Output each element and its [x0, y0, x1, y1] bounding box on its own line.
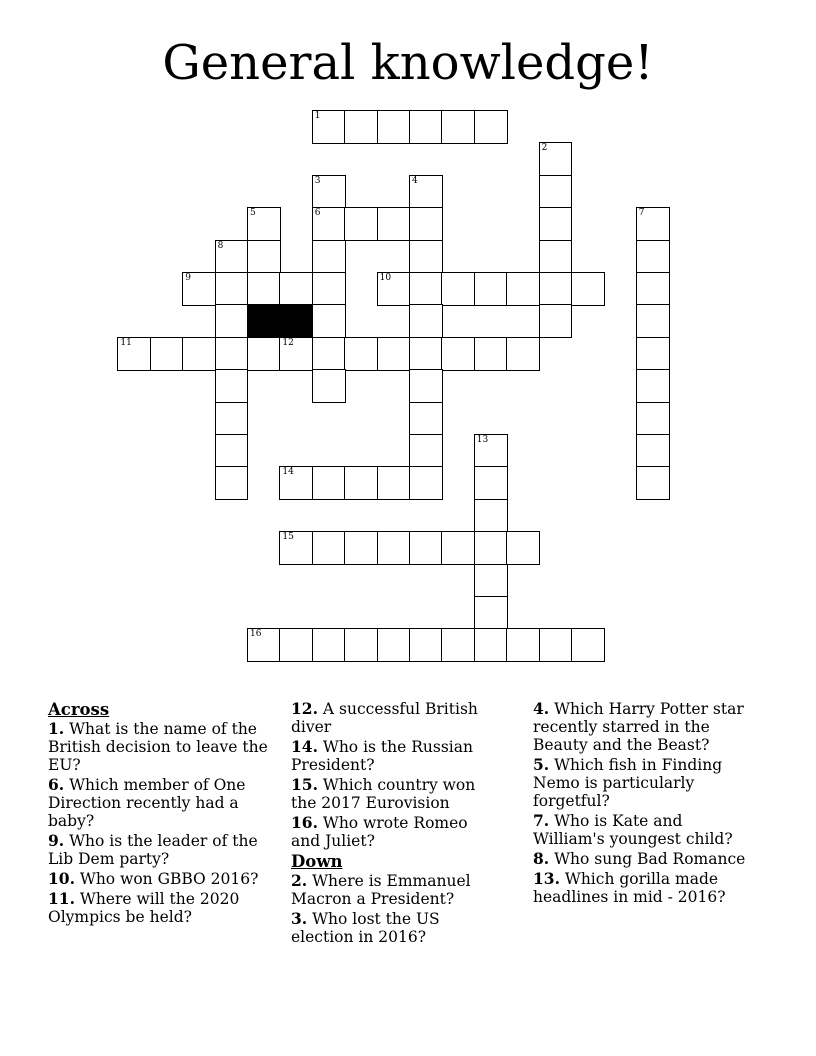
clue-item-number: 2. — [291, 871, 308, 890]
grid-cell[interactable] — [247, 337, 281, 371]
grid-cell[interactable] — [474, 531, 508, 565]
clue-item-number: 16. — [291, 813, 318, 832]
grid-cell[interactable] — [279, 337, 313, 371]
clue-item — [291, 814, 491, 850]
clue-item-number: 5. — [533, 755, 550, 774]
grid-cell[interactable] — [247, 628, 281, 662]
clue-number: 4 — [412, 175, 418, 186]
grid-cell[interactable] — [279, 466, 313, 500]
clue-item-text: Which gorilla made headlines in mid - 2016? — [533, 870, 726, 906]
clue-item-number: 15. — [291, 775, 318, 794]
grid-cell[interactable] — [506, 531, 540, 565]
grid-cell[interactable] — [377, 628, 411, 662]
clue-item-text: Who won GBBO 2016? — [74, 870, 259, 888]
clue-number: 9 — [185, 273, 191, 283]
grid-cell[interactable] — [312, 175, 346, 209]
clue-number: 5 — [250, 208, 256, 219]
clue-number: 7 — [638, 208, 645, 219]
grid-cell[interactable] — [215, 466, 249, 500]
grid-cell[interactable] — [539, 240, 573, 274]
grid-cell[interactable] — [506, 272, 540, 306]
grid-cell[interactable] — [312, 110, 346, 144]
grid-cell[interactable] — [636, 466, 670, 500]
grid-cell[interactable] — [344, 466, 378, 500]
clue-item — [291, 738, 491, 774]
grid-cell[interactable] — [539, 304, 573, 338]
grid-cell[interactable] — [441, 531, 475, 565]
clue-item — [48, 832, 284, 868]
clue-item-number: 6. — [48, 775, 65, 794]
grid-cell[interactable] — [117, 337, 151, 371]
grid-cell[interactable] — [312, 304, 346, 338]
clue-item — [291, 872, 491, 908]
grid-cell[interactable] — [474, 110, 508, 144]
clue-item-number: 13. — [533, 869, 560, 888]
grid-cell[interactable] — [409, 240, 443, 274]
grid-cell[interactable] — [312, 628, 346, 662]
grid-cell[interactable] — [312, 272, 346, 306]
grid-cell[interactable] — [377, 207, 411, 241]
grid-cell[interactable] — [344, 337, 378, 371]
grid-cell[interactable] — [279, 531, 313, 565]
clue-item — [48, 720, 284, 774]
grid-cell[interactable] — [636, 272, 670, 306]
clue-item-number: 12. — [291, 699, 318, 718]
black-square — [247, 304, 281, 338]
grid-cell[interactable] — [539, 175, 573, 209]
clue-item — [291, 700, 491, 736]
grid-cell[interactable] — [474, 337, 508, 371]
clue-item-number: 4. — [533, 699, 550, 718]
clue-number: 15 — [282, 532, 294, 543]
down-clue-list — [291, 872, 491, 946]
grid-cell[interactable] — [150, 337, 184, 371]
grid-cell[interactable] — [474, 628, 508, 662]
clue-item-number: 11. — [48, 889, 75, 908]
clue-item-text: Who is the Russian President? — [291, 738, 473, 774]
grid-cell[interactable] — [441, 337, 475, 371]
grid-cell[interactable] — [279, 272, 313, 306]
grid-cell[interactable] — [506, 628, 540, 662]
across-clue-list-continued — [291, 700, 491, 850]
grid-cell[interactable] — [312, 207, 346, 241]
grid-cell[interactable] — [344, 207, 378, 241]
grid-cell[interactable] — [474, 564, 508, 598]
grid-cell[interactable] — [474, 434, 508, 468]
clues-column-2 — [291, 700, 491, 948]
clue-item — [291, 776, 491, 812]
grid-cell[interactable] — [636, 240, 670, 274]
clue-number: 11 — [120, 337, 132, 348]
grid-cell[interactable] — [409, 337, 443, 371]
grid-cell[interactable] — [215, 240, 249, 274]
grid-cell[interactable] — [344, 531, 378, 565]
across-clue-list — [48, 720, 284, 926]
clue-item — [533, 870, 758, 906]
clue-number: 13 — [476, 435, 489, 445]
clue-number: 2 — [541, 143, 548, 154]
clue-item-text: Where will the 2020 Olympics be held? — [48, 890, 240, 926]
grid-cell[interactable] — [636, 434, 670, 468]
grid-cell[interactable] — [377, 337, 411, 371]
grid-cell[interactable] — [539, 142, 573, 176]
clue-item-number: 10. — [48, 869, 75, 888]
grid-cell[interactable] — [215, 272, 249, 306]
grid-cell[interactable] — [506, 337, 540, 371]
grid-cell[interactable] — [279, 628, 313, 662]
clue-item — [533, 850, 758, 868]
clue-item-number: 14. — [291, 737, 318, 756]
clue-number: 1 — [314, 111, 321, 121]
clues-column-1 — [48, 700, 284, 928]
grid-cell[interactable] — [539, 272, 573, 306]
clue-number: 16 — [250, 629, 262, 640]
grid-cell[interactable] — [215, 402, 249, 436]
grid-cell[interactable] — [377, 466, 411, 500]
grid-cell[interactable] — [312, 531, 346, 565]
clue-item-text: What is the name of the British decision to leave the EU? — [48, 720, 268, 774]
grid-cell[interactable] — [182, 337, 216, 371]
grid-cell[interactable] — [409, 628, 443, 662]
grid-cell[interactable] — [344, 110, 378, 144]
grid-cell[interactable] — [409, 272, 443, 306]
clue-item — [533, 700, 758, 754]
grid-cell[interactable] — [636, 369, 670, 403]
grid-cell[interactable] — [441, 272, 475, 306]
clue-item-text: Which country won the 2017 Eurovision — [291, 776, 476, 812]
page-title: General knowledge! — [162, 35, 654, 91]
clue-item-text: Who wrote Romeo and Juliet? — [291, 814, 468, 850]
grid-cell[interactable] — [539, 628, 573, 662]
clue-item-text: Who sung Bad Romance — [549, 850, 746, 868]
grid-cell[interactable] — [409, 110, 443, 144]
clue-number: 3 — [314, 175, 321, 186]
grid-cell[interactable] — [636, 207, 670, 241]
clue-item-text: Which member of One Direction recently had a baby? — [48, 776, 246, 830]
clue-item-text: Which Harry Potter star recently starred in the Beauty and the Beast? — [533, 700, 744, 754]
clue-item — [533, 756, 758, 810]
grid-cell[interactable] — [247, 272, 281, 306]
grid-cell[interactable] — [636, 304, 670, 338]
clue-item-number: 3. — [291, 909, 308, 928]
clue-number: 12 — [282, 337, 294, 348]
grid-cell[interactable] — [474, 466, 508, 500]
clue-item-text: A successful British diver — [291, 700, 478, 736]
clue-item — [533, 812, 758, 848]
down-clue-list-continued — [533, 700, 758, 906]
clue-item-text: Where is Emmanuel Macron a President? — [291, 872, 471, 908]
grid-cell[interactable] — [247, 207, 281, 241]
grid-cell[interactable] — [474, 499, 508, 533]
grid-cell[interactable] — [409, 466, 443, 500]
down-heading: Down — [291, 852, 343, 871]
clue-item — [48, 890, 284, 926]
grid-cell[interactable] — [215, 434, 249, 468]
clue-item-number: 8. — [533, 849, 550, 868]
grid-cell[interactable] — [409, 207, 443, 241]
black-square — [279, 304, 313, 338]
grid-cell[interactable] — [409, 369, 443, 403]
grid-cell[interactable] — [474, 596, 508, 630]
grid-cell[interactable] — [571, 628, 605, 662]
clue-number: 14 — [282, 467, 294, 478]
clue-number: 6 — [314, 208, 321, 219]
clue-item-number: 9. — [48, 831, 65, 850]
grid-cell[interactable] — [182, 272, 216, 306]
grid-cell[interactable] — [215, 337, 249, 371]
grid-cell[interactable] — [636, 337, 670, 371]
grid-cell[interactable] — [409, 175, 443, 209]
clue-item — [291, 910, 491, 946]
grid-cell[interactable] — [215, 304, 249, 338]
across-heading: Across — [48, 700, 110, 719]
grid-cell[interactable] — [312, 466, 346, 500]
grid-cell[interactable] — [409, 402, 443, 436]
clue-item — [48, 870, 284, 888]
clue-item — [48, 776, 284, 830]
clue-item-text: Who is Kate and William's youngest child? — [533, 812, 733, 848]
clue-item-number: 7. — [533, 811, 550, 830]
clue-number: 10 — [379, 273, 392, 283]
clue-item-number: 1. — [48, 719, 65, 738]
grid-cell[interactable] — [312, 337, 346, 371]
grid-cell[interactable] — [377, 272, 411, 306]
grid-cell[interactable] — [215, 369, 249, 403]
grid-cell[interactable] — [571, 272, 605, 306]
grid-cell[interactable] — [441, 628, 475, 662]
clues-column-3 — [533, 700, 758, 908]
clue-item-text: Who is the leader of the Lib Dem party? — [48, 832, 258, 868]
grid-cell[interactable] — [377, 110, 411, 144]
grid-cell[interactable] — [247, 240, 281, 274]
clue-number: 8 — [217, 240, 224, 251]
grid-cell[interactable] — [409, 531, 443, 565]
grid-cell[interactable] — [409, 304, 443, 338]
grid-cell[interactable] — [312, 240, 346, 274]
grid-cell[interactable] — [539, 207, 573, 241]
grid-cell[interactable] — [636, 402, 670, 436]
grid-cell[interactable] — [377, 531, 411, 565]
clue-item-text: Which fish in Finding Nemo is particularly forgetful? — [533, 756, 723, 810]
grid-cell[interactable] — [312, 369, 346, 403]
grid-cell[interactable] — [441, 110, 475, 144]
grid-cell[interactable] — [409, 434, 443, 468]
grid-cell[interactable] — [344, 628, 378, 662]
grid-cell[interactable] — [474, 272, 508, 306]
clue-item-text: Who lost the US election in 2016? — [291, 910, 440, 946]
